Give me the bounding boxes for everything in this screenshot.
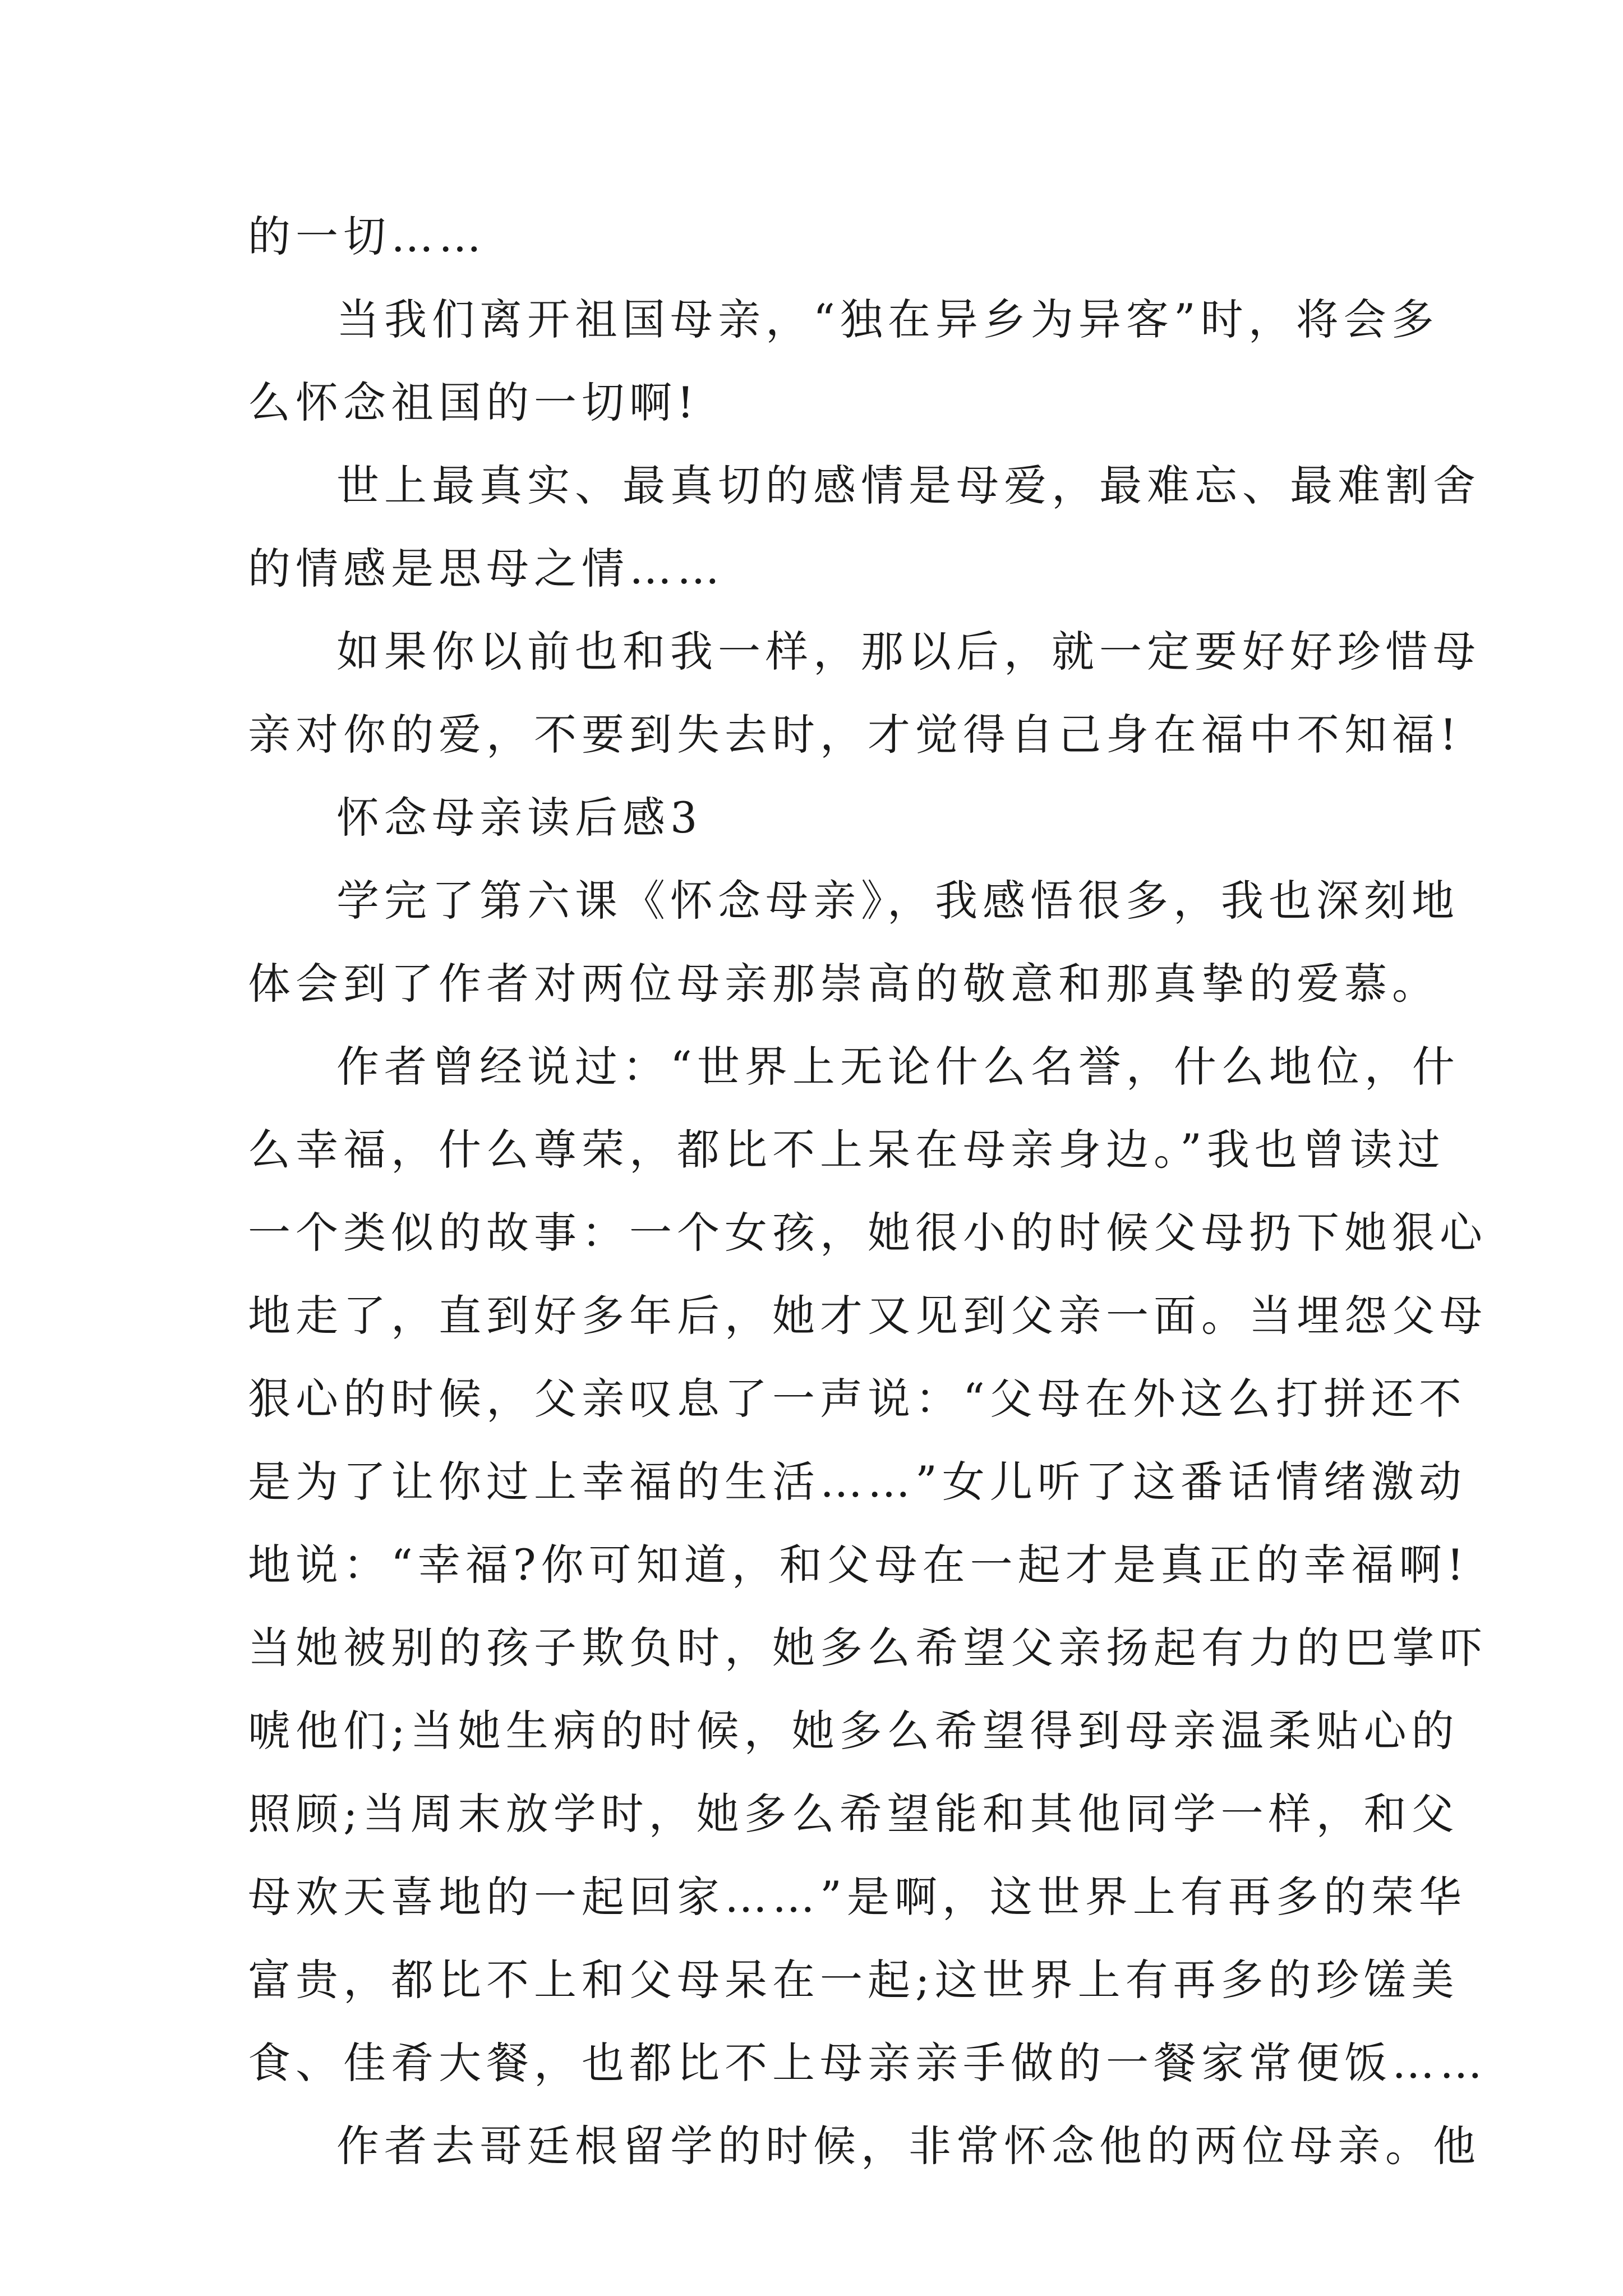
text-line: 狠心的时候，父亲叹息了一声说：“父母在外这么打拼还不 <box>248 1374 1467 1424</box>
text-line: 世上最真实、最真切的感情是母爱，最难忘、最难割舍 <box>336 461 1481 510</box>
text-line: 么怀念祖国的一切啊! <box>248 378 699 427</box>
text-line: 富贵，都比不上和父母呆在一起;这世界上有再多的珍馐美 <box>248 1955 1459 2005</box>
text-line: 体会到了作者对两位母亲那崇高的敬意和那真挚的爱慕。 <box>248 959 1440 1009</box>
text-line: 母欢天喜地的一起回家……”是啊，这世界上有再多的荣华 <box>248 1872 1467 1922</box>
text-line: 学完了第六课《怀念母亲》，我感悟很多，我也深刻地 <box>336 876 1459 926</box>
text-line: 地走了，直到好多年后，她才又见到父亲一面。当埋怨父母 <box>248 1291 1487 1341</box>
text-line: 照顾;当周末放学时，她多么希望能和其他同学一样，和父 <box>248 1789 1459 1839</box>
text-line: 食、佳肴大餐，也都比不上母亲亲手做的一餐家常便饭…… <box>248 2038 1487 2088</box>
text-line: 作者曾经说过：“世界上无论什么名誉，什么地位，什 <box>336 1042 1460 1092</box>
text-line: 的情感是思母之情…… <box>248 544 725 593</box>
text-line: 的一切…… <box>248 211 486 261</box>
text-line: 一个类似的故事：一个女孩，她很小的时候父母扔下她狠心 <box>248 1208 1487 1258</box>
section-heading: 怀念母亲读后感3 <box>336 793 703 843</box>
text-line: 当我们离开祖国母亲，“独在异乡为异客”时，将会多 <box>336 295 1439 344</box>
text-line: 亲对你的爱，不要到失去时，才觉得自己身在福中不知福! <box>248 710 1462 760</box>
text-line: 么幸福，什么尊荣，都比不上呆在母亲身边。”我也曾读过 <box>248 1125 1445 1175</box>
text-line: 如果你以前也和我一样，那以后，就一定要好好珍惜母 <box>336 627 1481 677</box>
text-line: 地说：“幸福?你可知道，和父母在一起才是真正的幸福啊! <box>248 1540 1469 1590</box>
text-line: 当她被别的孩子欺负时，她多么希望父亲扬起有力的巴掌吓 <box>248 1623 1487 1673</box>
text-line: 作者去哥廷根留学的时候，非常怀念他的两位母亲。他 <box>336 2121 1481 2171</box>
text-line: 是为了让你过上幸福的生活……”女儿听了这番话情绪激动 <box>248 1457 1467 1507</box>
text-line: 唬他们;当她生病的时候，她多么希望得到母亲温柔贴心的 <box>248 1706 1459 1756</box>
